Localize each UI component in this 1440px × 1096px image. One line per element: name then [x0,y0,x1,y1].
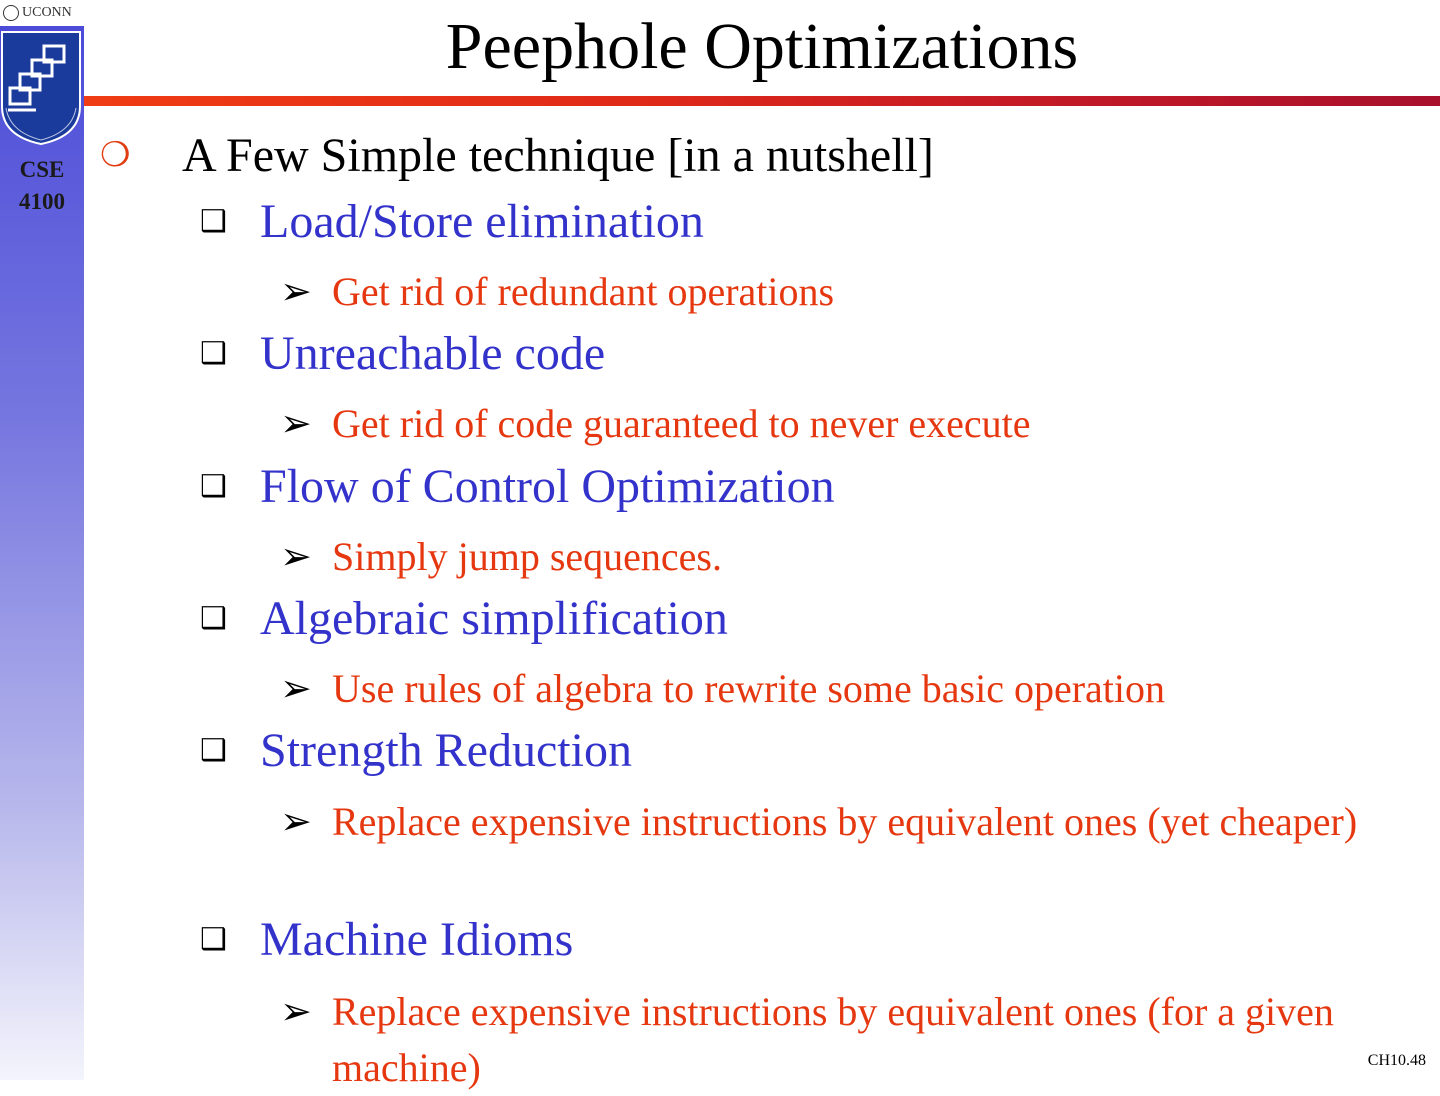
square-bullet-icon: ❑ [200,337,227,370]
technique-label: Load/Store elimination [260,195,704,248]
technique-detail: Simply jump sequences. [332,534,722,579]
square-bullet-icon: ❑ [200,602,227,635]
technique-detail: Replace expensive instructions by equivalent ones (for a given machine) [332,989,1334,1090]
slide-title: Peephole Optimizations [445,10,1079,83]
course-code [0,154,84,218]
technique-label: Flow of Control Optimization [260,460,835,513]
technique-detail: Replace expensive instructions by equivalent ones (yet cheaper) [332,799,1358,844]
university-name: UCONN [22,5,72,20]
title-divider [84,96,1440,106]
technique-detail: Use rules of algebra to rewrite some basic operation [332,666,1166,711]
technique-label: Strength Reduction [260,724,632,777]
sidebar [0,0,84,1080]
course-line-2: 4100 [19,189,65,214]
technique-label: Machine Idioms [260,913,574,966]
technique-label: Unreachable code [260,327,606,380]
arrow-bullet-icon: ➢ [280,991,312,1033]
uconn-header [0,0,84,26]
square-bullet-icon: ❑ [200,205,227,238]
main-bullet: A Few Simple technique [in a nutshell] [182,129,934,182]
square-bullet-icon: ❑ [200,734,227,767]
course-line-1: CSE [19,157,65,182]
technique-label: Algebraic simplification [260,592,728,645]
arrow-bullet-icon: ➢ [280,403,312,445]
circle-bullet-icon: ❍ [100,137,131,174]
technique-detail: Get rid of code guaranteed to never execute [332,401,1031,446]
arrow-bullet-icon: ➢ [280,271,312,313]
arrow-bullet-icon: ➢ [280,801,312,843]
square-bullet-icon: ❑ [200,923,227,956]
slide-number: CH10.48 [1367,1052,1426,1069]
arrow-bullet-icon: ➢ [280,536,312,578]
seal-icon [3,5,19,21]
arrow-bullet-icon: ➢ [280,668,312,710]
department-logo-icon [0,28,82,146]
technique-detail: Get rid of redundant operations [332,269,835,314]
square-bullet-icon: ❑ [200,470,227,503]
